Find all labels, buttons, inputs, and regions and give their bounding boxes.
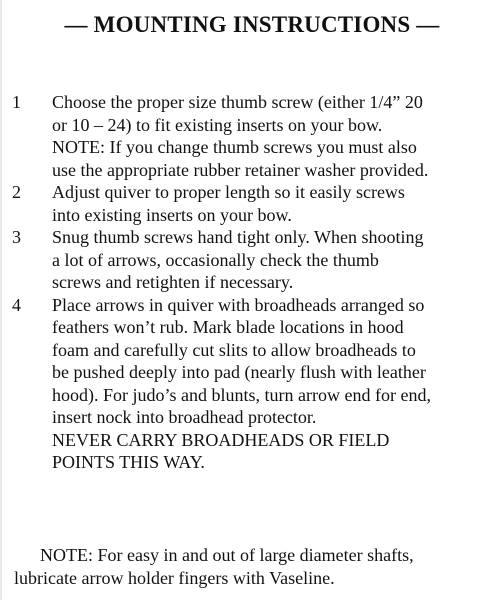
step-line: Adjust quiver to proper length so it easily screws — [52, 182, 405, 202]
step-line: Choose the proper size thumb screw (either 1/4” 20 — [52, 92, 423, 112]
step-line: feathers won’t rub. Mark blade locations in hood — [52, 317, 404, 337]
step-line: foam and carefully cut slits to allow broadheads to — [52, 339, 416, 360]
step-text — [52, 294, 498, 474]
step-number: 3 — [12, 227, 21, 247]
page-title: — MOUNTING INSTRUCTIONS — — [64, 12, 440, 37]
step-line: hood). For judo’s and blunts, turn arrow end for end, — [52, 384, 431, 405]
step-text — [52, 91, 498, 181]
step-line: POINTS THIS WAY. — [52, 452, 205, 472]
step-line: Place arrows in quiver with broadheads arranged so — [52, 294, 425, 315]
step-3 — [12, 226, 498, 294]
step-line: a lot of arrows, occasionally check the thumb — [52, 249, 379, 270]
step-number: 1 — [12, 92, 21, 112]
step-line: screws and retighten if necessary. — [52, 272, 294, 292]
step-line: or 10 – 24) to fit existing inserts on your bow. — [52, 114, 383, 135]
step-number: 2 — [12, 182, 21, 202]
step-line: be pushed deeply into pad (nearly flush with leather — [52, 362, 426, 382]
footer-note — [14, 544, 494, 590]
scan-edge — [0, 0, 2, 600]
step-text — [52, 226, 498, 294]
note-line: lubricate arrow holder fingers with Vaseline. — [14, 568, 335, 588]
note-line: NOTE: For easy in and out of large diameter shafts, — [40, 545, 414, 565]
step-4 — [12, 294, 498, 474]
step-line: use the appropriate rubber retainer washer provided. — [52, 159, 429, 180]
step-line: into existing inserts on your bow. — [52, 204, 292, 225]
step-number: 4 — [12, 294, 21, 315]
step-text — [52, 181, 498, 226]
step-line: insert nock into broadhead protector. — [52, 407, 317, 427]
step-1 — [12, 91, 498, 181]
step-2 — [12, 181, 498, 226]
steps-list — [12, 91, 498, 474]
step-line: Snug thumb screws hand tight only. When shooting — [52, 227, 424, 247]
step-line: NEVER CARRY BROADHEADS OR FIELD — [52, 429, 390, 450]
step-line: NOTE: If you change thumb screws you must also — [52, 137, 417, 157]
